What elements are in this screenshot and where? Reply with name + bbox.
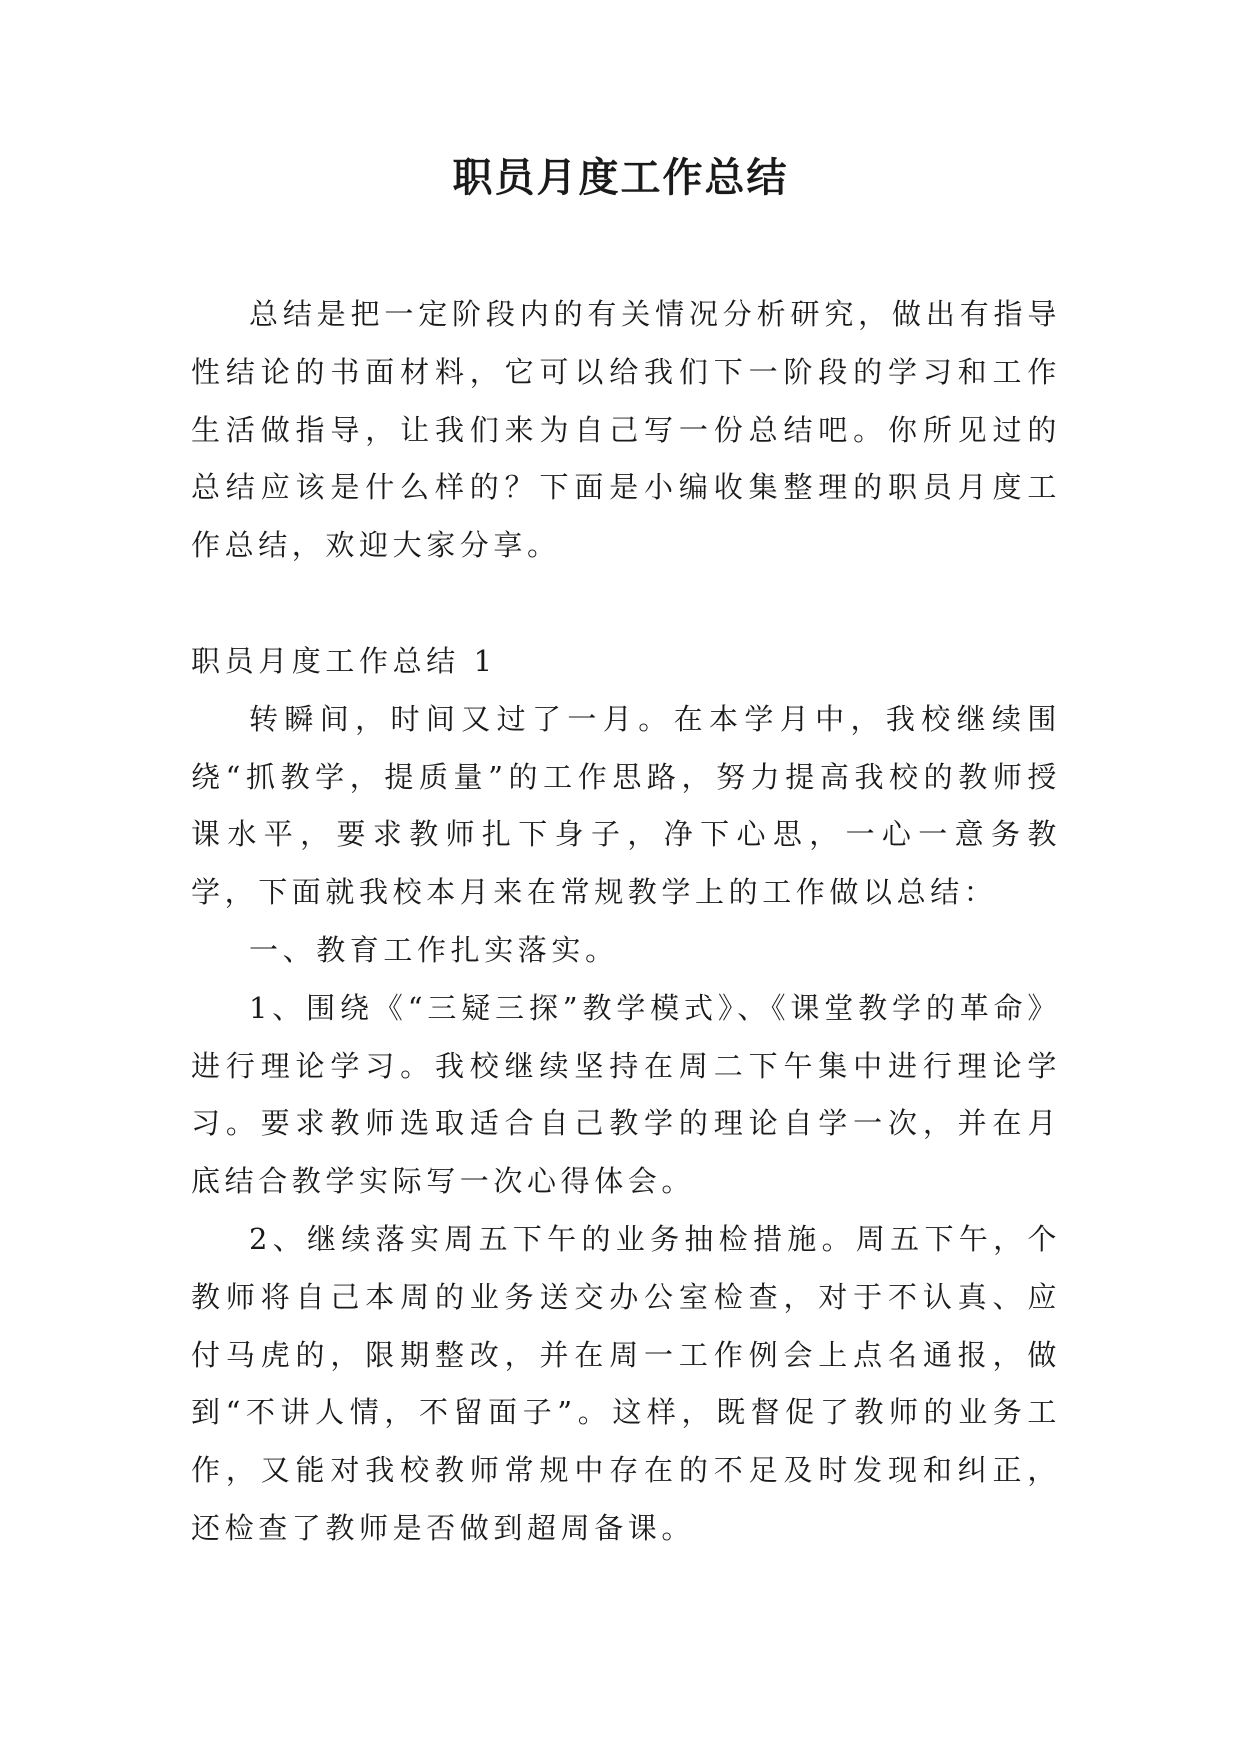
section-heading: 职员月度工作总结 1	[191, 643, 497, 678]
body-paragraph: 2、继续落实周五下午的业务抽检措施。周五下午，个教师将自己本周的业务送交办公室检查，对于不认真、应付马虎的，限期整改，并在周一工作例会上点名通报，做到“不讲人情，不留面子”。这样，既督促了教师的业务工作，又能对我校教师常规中存在的不足及时发现和纠正，还检查了教师是否做到超周备课。	[191, 1221, 1061, 1545]
body-paragraph: 一、教育工作扎实落实。	[249, 932, 619, 967]
body-paragraph: 1、围绕《“三疑三探”教学模式》、《课堂教学的革命》进行理论学习。我校继续坚持在周二下午集中进行理论学习。要求教师选取适合自己教学的理论自学一次，并在月底结合教学实际写一次心得体会。	[191, 990, 1061, 1199]
document-title: 职员月度工作总结	[452, 154, 789, 201]
intro-paragraph: 总结是把一定阶段内的有关情况分析研究，做出有指导性结论的书面材料，它可以给我们下一阶段的学习和工作生活做指导，让我们来为自己写一份总结吧。你所见过的总结应该是什么样的？下面是小编收集整理的职员月度工作总结，欢迎大家分享。	[191, 297, 1061, 563]
body-paragraph: 转瞬间，时间又过了一月。在本学月中，我校继续围绕“抓教学，提质量”的工作思路，努力提高我校的教师授课水平，要求教师扎下身子，净下心思，一心一意务教学，下面就我校本月来在常规教学上的工作做以总结：	[191, 701, 1061, 910]
document-body	[191, 286, 1061, 1558]
